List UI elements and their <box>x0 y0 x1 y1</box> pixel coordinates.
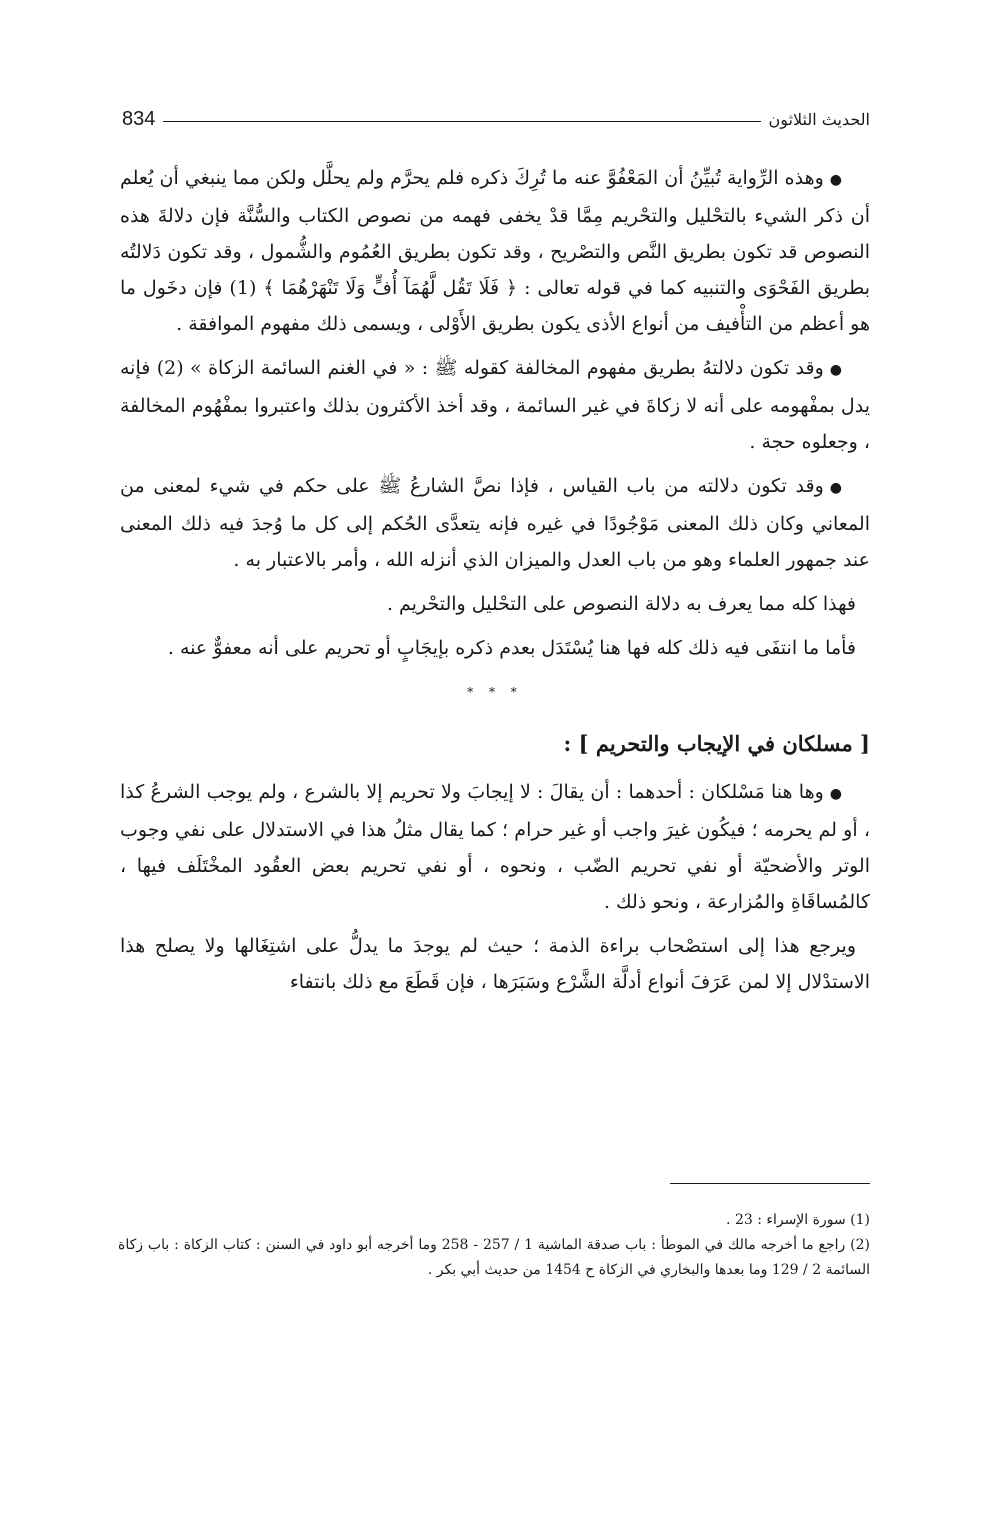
footnotes <box>118 1208 870 1283</box>
section-heading: [ مسلكان في الإيجاب والتحريم ] : <box>563 731 870 756</box>
main-text <box>120 160 870 1000</box>
paragraph-4: فهذا كله مما يعرف به دلالة النصوص على التحْليل والتحْريم . <box>386 593 856 615</box>
paragraph-3-text: وقد تكون دلالته من باب القياس ، فإذا نصَّ الشارعُ ﷺ على حكم في شيء لمعنى من المعاني وكان ذلك المعنى مَوْجُودًا في غيره فإنه يتعدَّى الحُكم إلى كل ما وُجدَ فيه ذلك المعنى عند جمهور العلماء وهو من باب العدل والميزان الذي أنزله الله ، وأمر بالاعتبار به . <box>120 475 870 571</box>
paragraph-6 <box>120 774 870 920</box>
header-rule <box>163 121 760 122</box>
footnote-separator <box>670 1183 870 1184</box>
bullet-icon: ● <box>829 362 842 378</box>
bullet-icon: ● <box>829 172 842 188</box>
bullet-icon: ● <box>829 480 842 496</box>
paragraph-5: فأما ما انتفَى فيه ذلك كله فها هنا يُسْتَدَل بعدم ذكره بإيجَابٍ أو تحريم على أنه معفوٌّ عنه . <box>167 637 856 659</box>
running-title: الحديث الثلاثون <box>768 109 870 129</box>
paragraph-1-text: وهذه الرِّواية تُبيِّنُ أن المَعْفُوَّ عنه ما تُرِكَ ذكره فلم يحرَّم ولم يحلَّل ولكن مما ينبغي أن يُعلم أن ذكر الشيء بالتحْليل والتحْريم مِمَّا قدْ يخفى فهمه من نصوص الكتاب والسُّنَّة فإن دلالةَ هذه النصوص قد تكون بطريق النَّص والتصْريح ، وقد تكون بطريق العُمُوم والشُّمول ، وقد تكون دَلالتُه بطريق الفَحْوَى والتنبيه كما في قوله تعالى : ﴿ فَلَا تَقُل لَّهُمَآ أُفٍّ وَلَا تَنْهَرْهُمَا ﴾ (1) فإن دخَول ما هو أعظم من التأْفيف من أنواع الأذى يكون بطريق الأَوْلى ، ويسمى ذلك مفهوم الموافقة . <box>120 167 871 335</box>
paragraph-2-text: وقد تكون دلالتهُ بطريق مفهوم المخالفة كقوله ﷺ : « في الغنم السائمة الزكاة » (2) فإنه يدل بمفْهومه على أنه لا زكاةَ في غير السائمة ، وقد أخذ الأكثرون بذلك واعتبروا بمفْهُوم المخالفة ، وجعلوه حجة . <box>120 357 870 453</box>
paragraph-2 <box>120 350 870 460</box>
footnote-2: (2) راجع ما أخرجه مالك في الموطأ : باب صدقة الماشية 1 / 257 - 258 وما أخرجه أبو داود في السنن : كتاب الزكاة : باب زكاة السائمة 2 / 129 وما بعدها والبخاري في الزكاة ح 1454 من حديث أبي بكر . <box>118 1237 870 1278</box>
paragraph-1 <box>120 160 870 342</box>
section-separator: * * * <box>467 685 523 699</box>
paragraph-3 <box>120 468 870 578</box>
paragraph-7: ويرجع هذا إلى استصْحاب براءة الذمة ؛ حيث لم يوجدَ ما يدلُّ على اشتِغَالها ولا يصلح هذا الاستدْلال إلا لمن عَرَفَ أنواع أدلَّة الشَّرْع وسَبَرَها ، فإن قَطَعَ مع ذلك بانتفاء <box>120 935 870 993</box>
bullet-icon: ● <box>829 786 842 802</box>
page-number: 834 <box>122 107 156 130</box>
running-head <box>122 104 870 134</box>
paragraph-6-text: وها هنا مَسْلكان : أحدهما : أن يقالَ : لا إيجابَ ولا تحريم إلا بالشرع ، ولم يوجب الشرعُ كذا ، أو لم يحرمه ؛ فيكُون غيرَ واجب أو غير حرام ؛ كما يقال مثلُ هذا في الاستدلال على نفي وجوب الوتر والأضحيّة أو نفي تحريم الضّب ، ونحوه ، أو نفي تحريم بعض العقُود المخْتَلَف فيها ، كالمُساقَاةِ والمُزارعة ، ونحو ذلك . <box>120 781 870 913</box>
footnote-1: (1) سورة الإسراء : 23 . <box>726 1212 870 1228</box>
